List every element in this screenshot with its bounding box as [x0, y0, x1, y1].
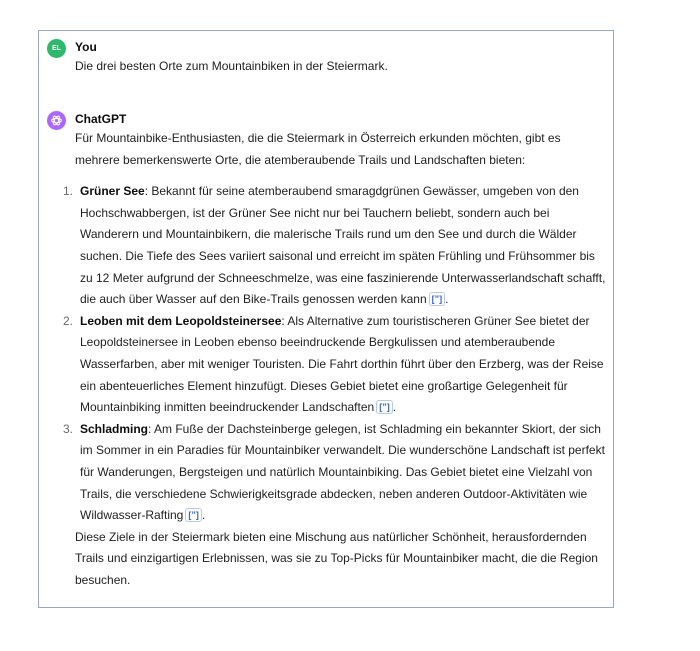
- assistant-message-body: [63, 128, 607, 591]
- places-list: [63, 181, 607, 527]
- user-name: You: [75, 40, 97, 54]
- list-item-text: : Als Alternative zum touristischeren Grüner See bietet der Leopoldsteinersee in Leoben ebenso beeindruckende Bergkulissen und atemberaubende Wasserfarben, aber mit weniger Touristen. Die Fahrt dorthin führt über den Erzberg, was der Reise ein abenteuerliches Element hinzufügt. Dieses Gebiet bietet eine großartige Gelegenheit für Mountainbiking inmitten beeindruckender Landschaften: [80, 313, 604, 415]
- user-message-body: [75, 56, 607, 78]
- list-item-number: 3.: [63, 421, 74, 436]
- user-avatar-initials: EL: [52, 45, 61, 52]
- list-item: 1. Grüner See: Bekannt für seine atemberaubend smaragdgrünen Gewässer, umgeben von den Hochschwabbergen, ist der Grüner See nicht nur bei Tauchern beliebt, sondern auch bei Wanderern und Mountainbikern, die malerische Trails rund um den See und durch die Wälder suchen. Die Tiefe des Sees variiert saisonal und erreicht im späten Frühling und Frühsommer bis zu 12 Meter aufgrund der Schneeschmelze, was eine faszinierende Unterwasserlandschaft schafft, die auch über Wasser auf den Bike-Trails genossen werden kann [”] .: [75, 181, 607, 311]
- openai-logo-icon-glyph: [50, 114, 63, 127]
- list-item-text: : Am Fuße der Dachsteinberge gelegen, ist Schladming ein bekannter Skiort, der sich im Sommer in ein Paradies für Mountainbiker verwandelt. Die wunderschöne Landschaft ist perfekt für Wanderungen, Bergsteigen und natürlich Mountainbiking. Das Gebiet bietet eine Vielzahl von Trails, die verschiedene Schwierigkeitsgrade abdecken, neben anderen Outdoor-Aktivitäten wie Wildwasser-Rafting: [80, 421, 605, 523]
- assistant-name: ChatGPT: [75, 112, 127, 126]
- list-item-text: : Bekannt für seine atemberaubend smaragdgrünen Gewässer, umgeben von den Hochschwabbergen, ist der Grüner See nicht nur bei Tauchern beliebt, sondern auch bei Wanderern und Mountainbikern, die malerische Trails rund um den See und durch die Wälder suchen. Die Tiefe des Sees variiert saisonal und erreicht im späten Frühling und Frühsommer bis zu 12 Meter aufgrund der Schneeschmelze, was eine faszinierende Unterwasserlandschaft schafft, die auch über Wasser auf den Bike-Trails genossen werden kann: [80, 184, 606, 307]
- citation-link[interactable]: [”]: [376, 400, 393, 414]
- list-item-number: 1.: [63, 184, 74, 199]
- list-item: 3. Schladming: Am Fuße der Dachsteinberge gelegen, ist Schladming ein bekannter Skiort, der sich im Sommer in ein Paradies für Mountainbiker verwandelt. Die wunderschöne Landschaft ist perfekt für Wanderungen, Bergsteigen und natürlich Mountainbiking. Das Gebiet bietet eine Vielzahl von Trails, die verschiedene Schwierigkeitsgrade abdecken, neben anderen Outdoor-Aktivitäten wie Wildwasser-Rafting [”] .: [75, 419, 607, 527]
- user-avatar: [47, 39, 66, 58]
- assistant-intro: Für Mountainbike-Enthusiasten, die die Steiermark in Österreich erkunden möchten, gibt es mehrere bemerkenswerte Orte, die atemberaubende Trails und Landschaften bieten:: [75, 131, 561, 167]
- user-message-text: Die drei besten Orte zum Mountainbiken in der Steiermark.: [75, 59, 388, 73]
- assistant-outro: Diese Ziele in der Steiermark bieten eine Mischung aus natürlicher Schönheit, herausfordernden Trails und einzigartigen Erlebnissen, was sie zu Top-Picks für Mountainbiker macht, die die Region besuchen.: [75, 529, 598, 587]
- list-item: 2. Leoben mit dem Leopoldsteinersee: Als Alternative zum touristischeren Grüner See bietet der Leopoldsteinersee in Leoben ebenso beeindruckende Bergkulissen und atemberaubende Wasserfarben, aber mit weniger Touristen. Die Fahrt dorthin führt über den Erzberg, was der Reise ein abenteuerliches Element hinzufügt. Dieses Gebiet bietet eine großartige Gelegenheit für Mountainbiking inmitten beeindruckender Landschaften [”] .: [75, 311, 607, 419]
- list-item-title: Grüner See: [80, 184, 145, 199]
- chat-transcript: [38, 30, 614, 608]
- openai-logo-icon: [47, 111, 66, 130]
- citation-link[interactable]: [”]: [185, 508, 202, 522]
- citation-link[interactable]: [”]: [429, 292, 446, 306]
- list-item-title: Schladming: [80, 421, 149, 436]
- list-item-title: Leoben mit dem Leopoldsteinersee: [80, 313, 282, 328]
- list-item-number: 2.: [63, 313, 74, 328]
